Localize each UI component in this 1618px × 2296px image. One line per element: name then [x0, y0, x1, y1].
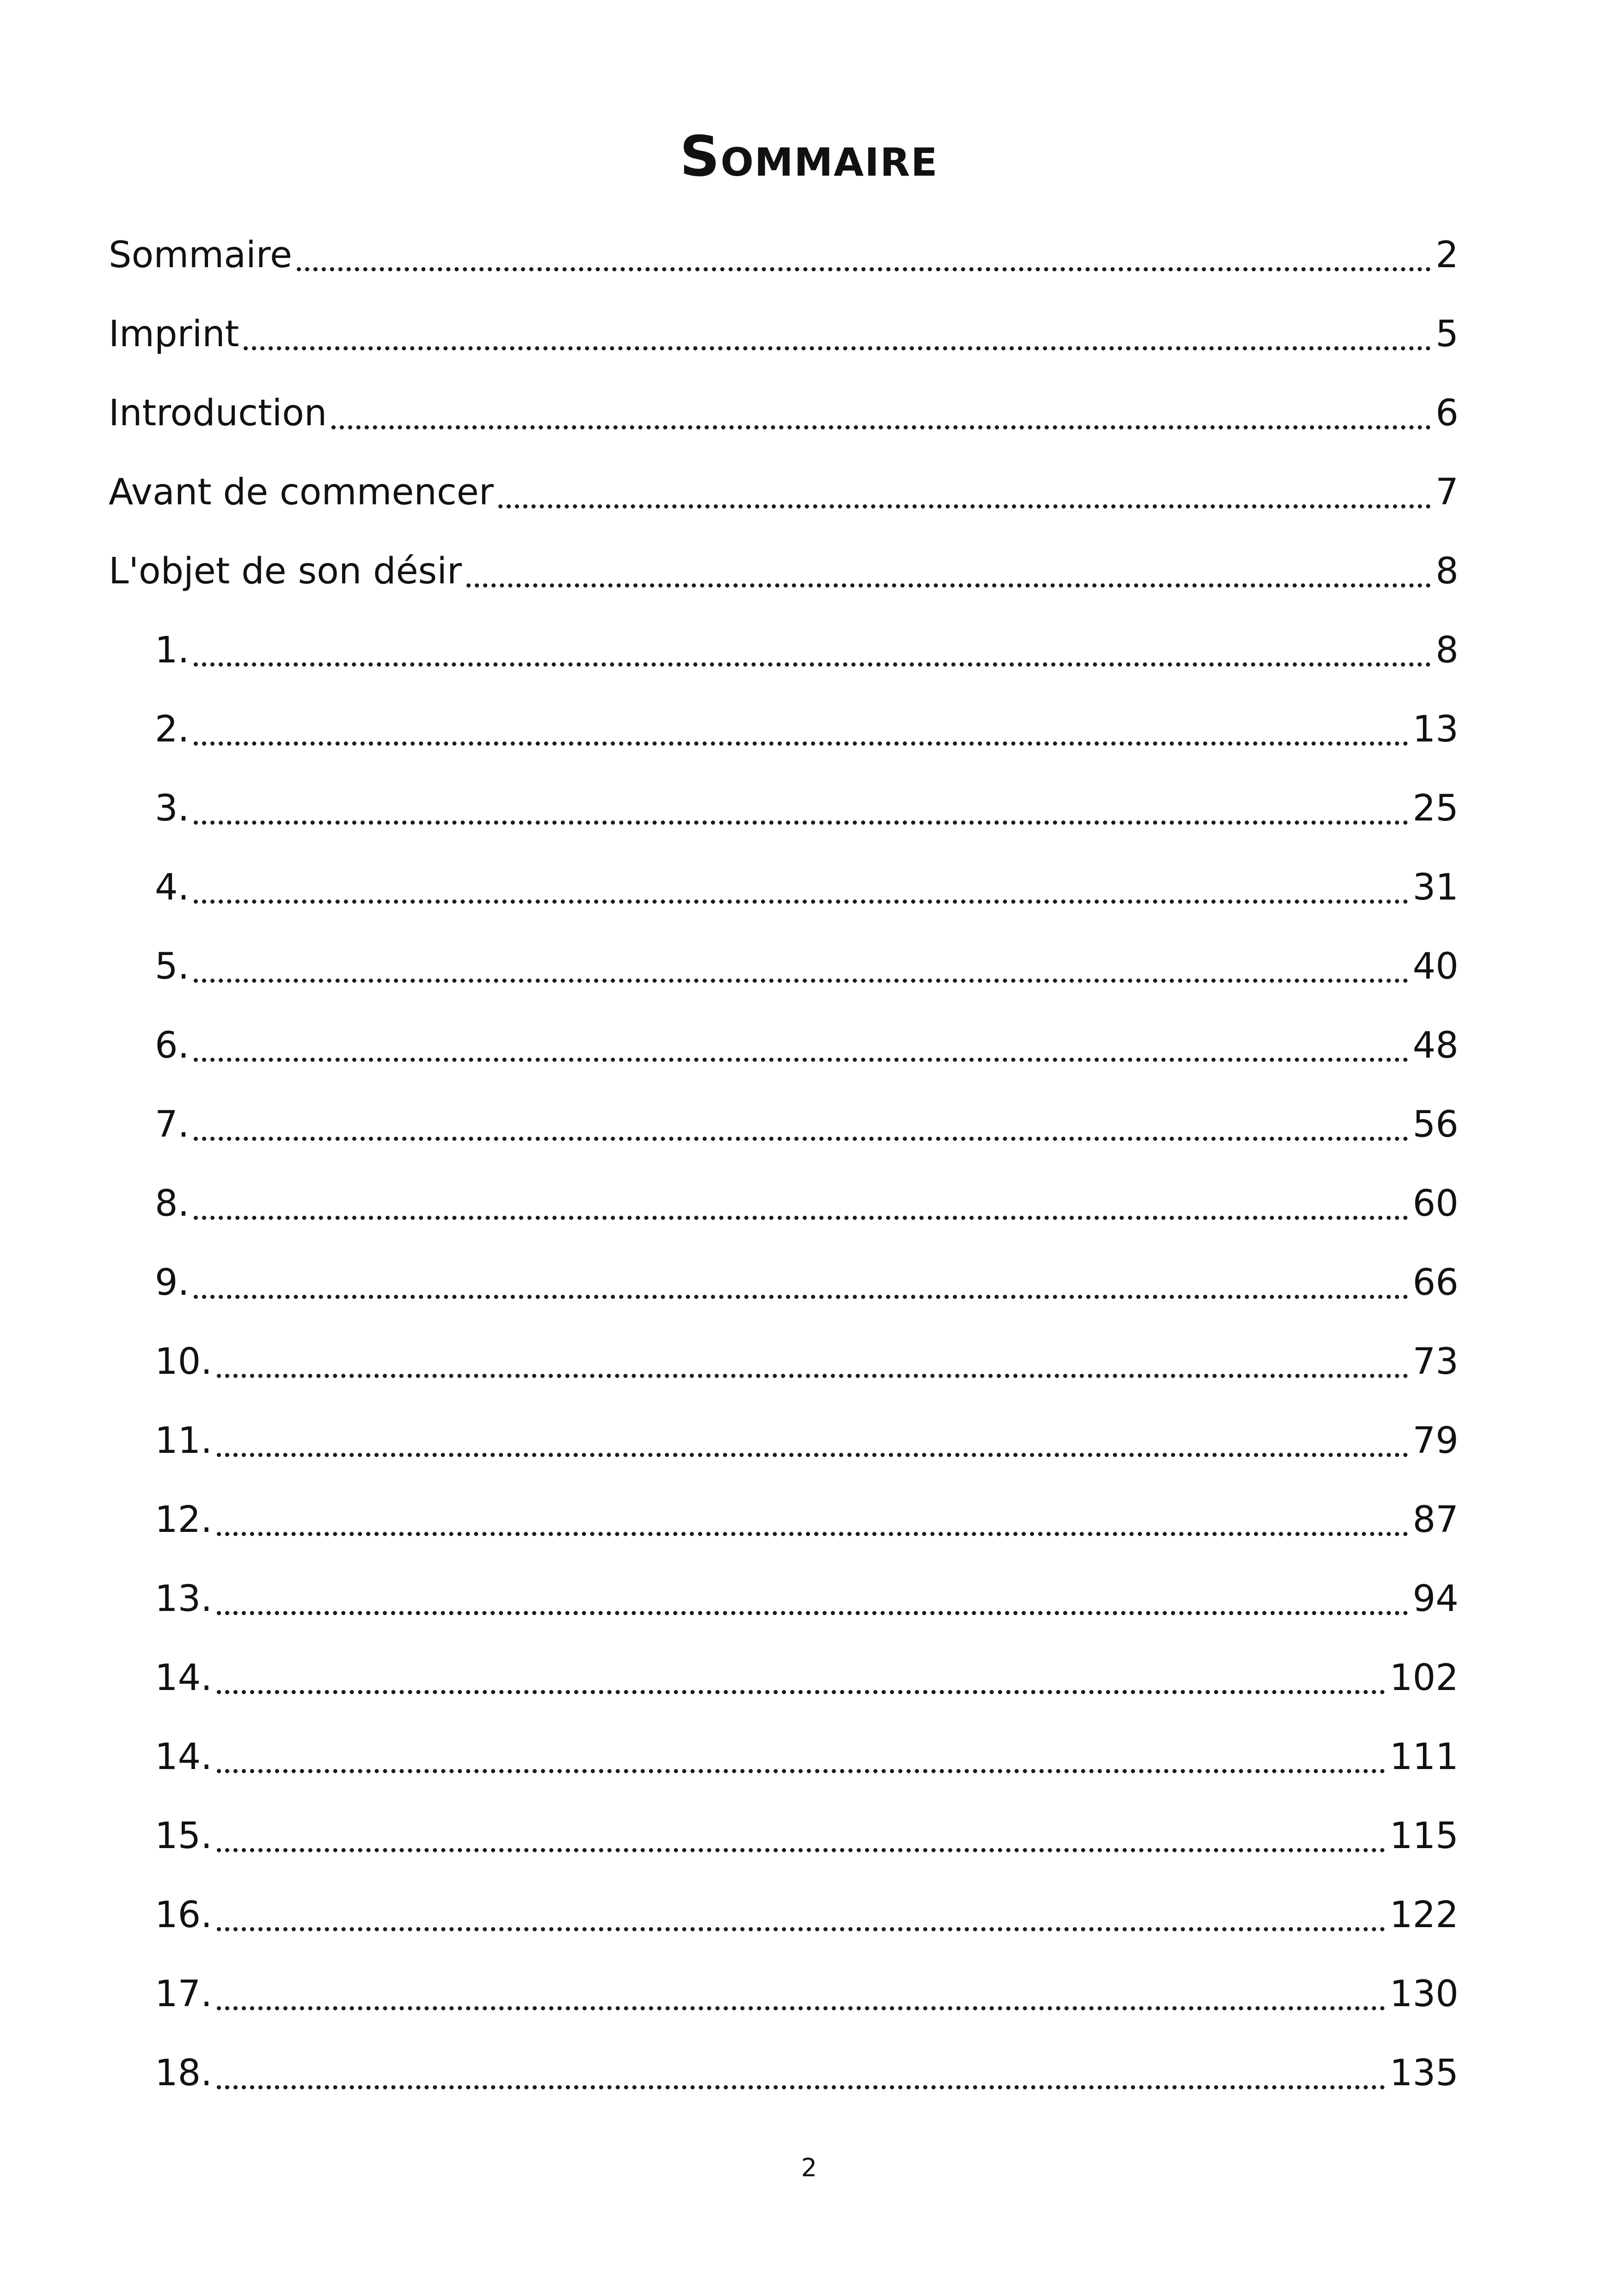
- toc-dot-leader: [194, 900, 1408, 904]
- toc-subentry[interactable]: [155, 1389, 1459, 1468]
- toc-entry-page: 7: [1435, 471, 1459, 513]
- toc-entry-page: 60: [1412, 1183, 1459, 1225]
- toc-entry-label: 18.: [155, 2052, 213, 2094]
- toc-entry[interactable]: [109, 361, 1459, 441]
- toc-entry-label: 1.: [155, 630, 190, 671]
- toc-dot-leader: [217, 1769, 1385, 1773]
- toc-entry-page: 79: [1412, 1420, 1459, 1462]
- toc-subentry[interactable]: [155, 1547, 1459, 1626]
- toc-dot-leader: [244, 346, 1431, 350]
- toc-entry-label: 10.: [155, 1341, 213, 1383]
- toc-entry-page: 5: [1435, 313, 1459, 355]
- toc-subentry[interactable]: [155, 1626, 1459, 1705]
- toc-entry-page: 8: [1435, 551, 1459, 592]
- toc-dot-leader: [194, 979, 1408, 983]
- toc-entry-label: Imprint: [109, 313, 239, 355]
- toc-dot-leader: [217, 1374, 1408, 1378]
- toc-entry-label: 14.: [155, 1736, 213, 1778]
- toc-dot-leader: [217, 2085, 1385, 2089]
- toc-entry-page: 13: [1412, 709, 1459, 750]
- page-title: Sommaire: [680, 125, 938, 189]
- toc-dot-leader: [217, 1927, 1385, 1931]
- toc-entry-page: 6: [1435, 392, 1459, 434]
- toc-entry-label: 5.: [155, 946, 190, 987]
- toc-entry-label: Avant de commencer: [109, 471, 494, 513]
- toc-dot-leader: [498, 504, 1431, 508]
- toc-subentry[interactable]: [155, 836, 1459, 915]
- toc-entry-page: 111: [1390, 1736, 1459, 1778]
- toc-subentry[interactable]: [155, 915, 1459, 994]
- toc-entry-page: 66: [1412, 1262, 1459, 1304]
- toc-entry-page: 115: [1390, 1815, 1459, 1857]
- toc-entry-label: 17.: [155, 1973, 213, 2015]
- toc-entry-label: 13.: [155, 1578, 213, 1620]
- toc-entry-label: L'objet de son désir: [109, 551, 462, 592]
- toc-subentry[interactable]: [155, 1468, 1459, 1547]
- toc-dot-leader: [194, 820, 1408, 825]
- toc-entry[interactable]: [109, 203, 1459, 282]
- toc-subentry[interactable]: [155, 1310, 1459, 1389]
- toc-subentry[interactable]: [155, 1152, 1459, 1231]
- toc-entry-page: 130: [1390, 1973, 1459, 2015]
- toc-subentry[interactable]: [155, 1705, 1459, 1784]
- toc-entry-label: 9.: [155, 1262, 190, 1304]
- toc-subentry[interactable]: [155, 1073, 1459, 1152]
- toc-dot-leader: [217, 1690, 1385, 1694]
- toc-dot-leader: [217, 2006, 1385, 2010]
- toc-entry-page: 31: [1412, 867, 1459, 908]
- toc-entry-label: 8.: [155, 1183, 190, 1225]
- toc-subentry[interactable]: [155, 1231, 1459, 1310]
- toc-entry-label: 3.: [155, 788, 190, 829]
- toc-entry-page: 25: [1412, 788, 1459, 829]
- toc-dot-leader: [194, 1058, 1408, 1062]
- toc-entry-label: 12.: [155, 1499, 213, 1541]
- toc-subentry[interactable]: [155, 678, 1459, 757]
- toc-entry-label: 15.: [155, 1815, 213, 1857]
- toc-entry-page: 94: [1412, 1578, 1459, 1620]
- toc-subentry[interactable]: [155, 1863, 1459, 1942]
- toc-entry[interactable]: [109, 282, 1459, 361]
- toc-entry-label: 11.: [155, 1420, 213, 1462]
- toc-dot-leader: [331, 425, 1431, 429]
- toc-entry-page: 56: [1412, 1104, 1459, 1145]
- toc-entry-page: 122: [1390, 1894, 1459, 1936]
- toc-dot-leader: [217, 1848, 1385, 1852]
- toc-dot-leader: [194, 1295, 1408, 1299]
- toc-entry-page: 8: [1435, 630, 1459, 671]
- toc-entry-label: 16.: [155, 1894, 213, 1936]
- toc-subentry[interactable]: [155, 757, 1459, 836]
- toc-dot-leader: [466, 583, 1431, 588]
- toc-dot-leader: [194, 741, 1408, 746]
- toc-dot-leader: [217, 1611, 1408, 1615]
- toc-entry-label: 14.: [155, 1657, 213, 1699]
- toc-entry-page: 48: [1412, 1025, 1459, 1066]
- toc-subentry[interactable]: [155, 1942, 1459, 2021]
- toc-entry-label: Sommaire: [109, 234, 293, 276]
- toc-entry[interactable]: [109, 441, 1459, 520]
- toc-entry[interactable]: [109, 520, 1459, 599]
- toc-entry-label: 4.: [155, 867, 190, 908]
- toc-subentry[interactable]: [155, 2021, 1459, 2100]
- toc-entry-label: Introduction: [109, 392, 327, 434]
- toc-subentry[interactable]: [155, 1784, 1459, 1863]
- toc-entry-page: 2: [1435, 234, 1459, 276]
- toc-entry-label: 7.: [155, 1104, 190, 1145]
- toc-dot-leader: [217, 1532, 1408, 1536]
- page-number: 2: [801, 2153, 817, 2182]
- toc-dot-leader: [194, 1137, 1408, 1141]
- toc-entry-page: 87: [1412, 1499, 1459, 1541]
- toc-entry-label: 2.: [155, 709, 190, 750]
- toc-entry-page: 102: [1390, 1657, 1459, 1699]
- toc-dot-leader: [194, 662, 1431, 667]
- toc-subentry[interactable]: [155, 994, 1459, 1073]
- toc-subentry[interactable]: [155, 599, 1459, 678]
- toc-entry-page: 40: [1412, 946, 1459, 987]
- toc-dot-leader: [194, 1216, 1408, 1220]
- toc-entry-page: 135: [1390, 2052, 1459, 2094]
- toc-entry-page: 73: [1412, 1341, 1459, 1383]
- toc-entry-label: 6.: [155, 1025, 190, 1066]
- toc-dot-leader: [217, 1453, 1408, 1457]
- toc-dot-leader: [297, 267, 1431, 271]
